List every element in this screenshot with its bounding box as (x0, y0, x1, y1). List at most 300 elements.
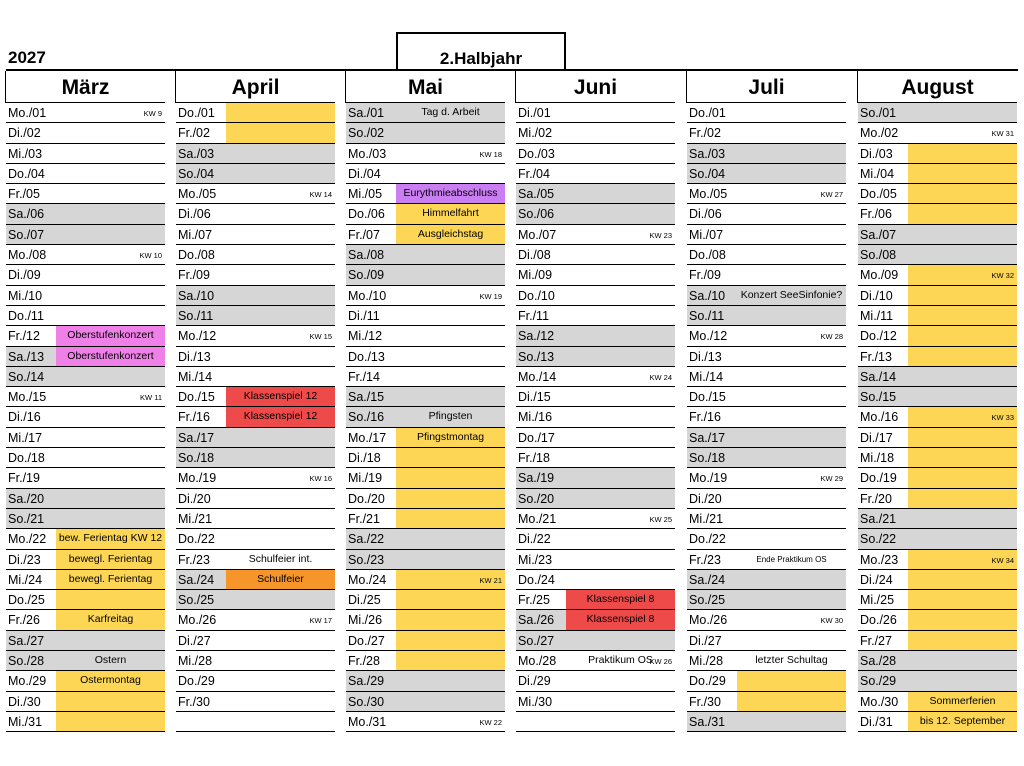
day-label: Sa./12 (518, 329, 555, 344)
day-label: So./23 (348, 552, 385, 567)
event-cell (908, 144, 1017, 163)
day-row (516, 326, 675, 346)
day-row (516, 550, 675, 570)
day-row (516, 103, 675, 123)
day-label: Do./18 (8, 451, 45, 466)
day-label: Do./08 (178, 248, 215, 263)
event-cell (908, 489, 1017, 508)
day-label: Mo./10 (348, 288, 387, 303)
day-row (6, 387, 165, 407)
day-row (6, 144, 165, 164)
day-row (687, 286, 846, 306)
day-label: Fr./19 (8, 471, 40, 486)
day-label: Di./11 (348, 308, 380, 323)
day-label: So./14 (8, 369, 45, 384)
term-title: 2.Halbjahr (396, 32, 566, 70)
day-row (858, 692, 1017, 712)
day-label: Fr./26 (8, 613, 40, 628)
day-row (346, 610, 505, 630)
day-row (176, 651, 335, 671)
day-label: So./11 (689, 308, 725, 323)
day-row (858, 387, 1017, 407)
month-column-1 (176, 71, 335, 736)
day-label: So./13 (518, 349, 555, 364)
day-row (687, 570, 846, 590)
day-label: Sa./20 (8, 491, 45, 506)
day-label: So./25 (178, 593, 215, 608)
day-row (346, 103, 505, 123)
day-label: Sa./10 (178, 288, 215, 303)
day-label: Mi./30 (518, 694, 553, 709)
month-title: März (6, 71, 165, 103)
day-label: Mi./19 (348, 471, 383, 486)
day-row (858, 428, 1017, 448)
day-label: Sa./13 (8, 349, 45, 364)
day-label: Fr./11 (518, 308, 550, 323)
day-label: Sa./26 (518, 613, 555, 628)
day-row (858, 265, 1017, 285)
day-row (858, 468, 1017, 488)
event-cell: Klassenspiel 12 (226, 407, 335, 426)
day-row (516, 245, 675, 265)
day-row (6, 347, 165, 367)
day-row (687, 671, 846, 691)
event-cell: Ostermontag (56, 671, 165, 690)
day-label: Sa./17 (178, 430, 215, 445)
day-row (516, 529, 675, 549)
day-label: So./06 (518, 207, 555, 222)
day-row (6, 651, 165, 671)
day-row (687, 265, 846, 285)
day-row (176, 448, 335, 468)
day-label: Do./03 (518, 146, 555, 161)
day-row (6, 164, 165, 184)
day-row (687, 407, 846, 427)
day-label: Mo./28 (518, 654, 557, 669)
day-row (176, 407, 335, 427)
day-row (687, 509, 846, 529)
day-row (176, 712, 335, 732)
day-row (346, 692, 505, 712)
day-label: Mi./12 (348, 329, 383, 344)
event-cell (908, 448, 1017, 467)
day-row (346, 509, 505, 529)
day-row (346, 550, 505, 570)
day-label: Mi./04 (860, 166, 895, 181)
day-label: Mo./14 (518, 369, 557, 384)
week-number: KW 23 (649, 230, 672, 240)
day-list (516, 103, 675, 732)
day-row (176, 184, 335, 204)
event-cell (908, 468, 1017, 487)
day-row (176, 245, 335, 265)
week-number: KW 27 (820, 190, 843, 200)
day-label: Do./10 (518, 288, 555, 303)
day-row (687, 184, 846, 204)
day-row (176, 692, 335, 712)
week-number: KW 24 (649, 372, 672, 382)
day-row (346, 123, 505, 143)
event-cell (908, 610, 1017, 629)
day-row (6, 529, 165, 549)
day-row (176, 286, 335, 306)
day-row (858, 204, 1017, 224)
event-cell: Tag d. Arbeit (421, 106, 480, 118)
event-cell (908, 326, 1017, 345)
day-row (516, 631, 675, 651)
day-row (6, 184, 165, 204)
day-label: Di./16 (8, 410, 41, 425)
day-row (516, 468, 675, 488)
day-label: Mi./23 (518, 552, 553, 567)
day-row (687, 367, 846, 387)
day-label: Sa./03 (178, 146, 215, 161)
day-label: Di./04 (348, 166, 381, 181)
event-cell (396, 590, 505, 609)
day-row (858, 671, 1017, 691)
day-label: Mo./19 (689, 471, 728, 486)
day-label: So./04 (689, 166, 726, 181)
day-row (687, 692, 846, 712)
day-row (516, 184, 675, 204)
day-row (858, 590, 1017, 610)
day-label: Mi./16 (518, 410, 553, 425)
week-number: KW 26 (649, 657, 672, 667)
day-label: Mo./24 (348, 572, 387, 587)
day-row (176, 164, 335, 184)
day-row (176, 103, 335, 123)
day-label: Fr./18 (518, 451, 550, 466)
event-cell: Klassenspiel 12 (226, 387, 335, 406)
day-row (687, 347, 846, 367)
event-cell: Schulfeier int. (248, 552, 313, 565)
day-row (687, 144, 846, 164)
day-row (176, 204, 335, 224)
day-label: So./27 (518, 633, 555, 648)
day-row (346, 448, 505, 468)
day-label: Di./02 (8, 126, 41, 141)
day-label: Di./31 (860, 714, 893, 729)
day-label: Di./17 (860, 430, 893, 445)
day-row (6, 265, 165, 285)
day-label: Mi./07 (689, 227, 724, 242)
event-cell (56, 590, 165, 609)
day-label: Di./20 (689, 491, 722, 506)
day-label: Fr./14 (348, 369, 380, 384)
day-label: Sa./06 (8, 207, 45, 222)
week-number: KW 11 (140, 393, 162, 403)
day-row (346, 712, 505, 732)
day-label: Do./11 (8, 308, 44, 323)
day-label: Fr./13 (860, 349, 892, 364)
week-number: KW 21 (479, 575, 502, 585)
day-label: Sa./27 (8, 633, 45, 648)
day-label: Sa./03 (689, 146, 726, 161)
month-column-5 (858, 71, 1017, 736)
day-row (687, 712, 846, 732)
week-number: KW 14 (309, 190, 332, 200)
week-number: KW 22 (479, 717, 502, 727)
day-row (516, 144, 675, 164)
day-label: Do./08 (689, 248, 726, 263)
day-label: Di./23 (8, 552, 41, 567)
day-row (516, 204, 675, 224)
day-row (346, 164, 505, 184)
day-list (176, 103, 335, 732)
day-row (516, 387, 675, 407)
event-cell (396, 468, 505, 487)
day-label: Fr./28 (348, 654, 380, 669)
day-label: Mi./21 (689, 511, 724, 526)
day-label: Fr./23 (689, 552, 721, 567)
day-row (687, 164, 846, 184)
day-list (6, 103, 165, 732)
day-row (516, 347, 675, 367)
event-cell (396, 509, 505, 528)
day-row (516, 286, 675, 306)
day-row (687, 326, 846, 346)
day-label: Fr./25 (518, 593, 550, 608)
day-label: Mo./23 (860, 552, 899, 567)
day-label: Di./30 (8, 694, 41, 709)
event-cell (737, 671, 846, 690)
day-label: Mo./08 (8, 248, 47, 263)
day-label: Di./15 (518, 390, 551, 405)
day-row (516, 306, 675, 326)
day-row (346, 347, 505, 367)
day-label: Mi./09 (518, 268, 553, 283)
day-row (858, 123, 1017, 143)
day-label: Mi./28 (178, 654, 213, 669)
day-label: Mo./22 (8, 532, 47, 547)
day-row (176, 468, 335, 488)
event-cell (56, 692, 165, 711)
day-label: Do./15 (178, 390, 215, 405)
day-label: So./02 (348, 126, 385, 141)
day-row (346, 387, 505, 407)
day-label: Do./29 (689, 674, 726, 689)
week-number: KW 17 (309, 616, 332, 626)
event-cell (908, 347, 1017, 366)
day-row (858, 550, 1017, 570)
day-row (176, 671, 335, 691)
event-cell: Ausgleichstag (396, 225, 505, 244)
day-label: Do./20 (348, 491, 385, 506)
event-cell (226, 123, 335, 142)
day-row (516, 651, 675, 671)
day-label: Di./29 (518, 674, 551, 689)
day-label: Do./19 (860, 471, 897, 486)
day-label: Fr./27 (860, 633, 892, 648)
day-row (6, 631, 165, 651)
day-label: Fr./30 (178, 694, 210, 709)
day-label: Fr./02 (178, 126, 210, 141)
month-column-4 (687, 71, 846, 736)
day-row (346, 286, 505, 306)
day-label: So./09 (348, 268, 385, 283)
day-label: Mi./21 (178, 511, 213, 526)
day-label: Sa./15 (348, 390, 385, 405)
week-number: KW 32 (991, 271, 1014, 281)
event-cell (396, 610, 505, 629)
day-row (176, 529, 335, 549)
day-label: Di./27 (689, 633, 722, 648)
day-label: Mi./26 (348, 613, 383, 628)
day-row (6, 103, 165, 123)
day-label: Mo./12 (178, 329, 217, 344)
event-cell (908, 184, 1017, 203)
day-label: Mi./31 (8, 714, 43, 729)
day-row (858, 407, 1017, 427)
day-label: Fr./05 (8, 187, 40, 202)
day-label: Fr./21 (348, 511, 380, 526)
day-label: Mo./30 (860, 694, 899, 709)
day-label: Di./09 (8, 268, 41, 283)
day-label: Mi./05 (348, 187, 383, 202)
day-label: Fr./16 (178, 410, 210, 425)
event-cell: bewegl. Ferientag (56, 570, 165, 589)
day-label: Mo./21 (518, 511, 557, 526)
day-label: So./16 (348, 410, 385, 425)
day-row (6, 610, 165, 630)
day-label: Di./25 (348, 593, 381, 608)
day-row (858, 184, 1017, 204)
event-cell (56, 712, 165, 731)
month-column-3 (516, 71, 675, 736)
week-number: KW 25 (649, 514, 672, 524)
day-label: Mi./14 (689, 369, 724, 384)
day-row (346, 631, 505, 651)
day-list (858, 103, 1017, 732)
day-label: Mo./05 (178, 187, 217, 202)
day-row (176, 387, 335, 407)
day-label: Sa./01 (348, 106, 385, 120)
day-label: Sa./22 (348, 532, 385, 547)
day-label: Fr./16 (689, 410, 721, 425)
day-label: Di./13 (178, 349, 211, 364)
day-label: So./28 (8, 654, 45, 669)
day-row (858, 529, 1017, 549)
event-cell (908, 428, 1017, 447)
day-label: Sa./10 (689, 288, 726, 303)
day-label: So./20 (518, 491, 555, 506)
day-row (6, 509, 165, 529)
day-row (346, 529, 505, 549)
day-row (687, 610, 846, 630)
day-row (516, 712, 675, 732)
day-row (858, 164, 1017, 184)
event-cell: Konzert SeeSinfonie? (740, 288, 843, 301)
event-cell: Praktikum OS (588, 654, 653, 667)
event-cell: letzter Schultag (755, 654, 828, 667)
day-row (176, 367, 335, 387)
day-label: So./11 (178, 308, 214, 323)
day-row (6, 407, 165, 427)
day-row (687, 204, 846, 224)
day-row (516, 225, 675, 245)
event-cell: Pfingsten (428, 410, 473, 423)
day-row (6, 286, 165, 306)
event-cell: bewegl. Ferientag (56, 550, 165, 569)
week-number: KW 31 (991, 129, 1014, 139)
day-row (176, 265, 335, 285)
day-row (858, 347, 1017, 367)
day-row (687, 103, 846, 123)
day-row (6, 225, 165, 245)
day-label: Fr./20 (860, 491, 892, 506)
day-label: Fr./09 (178, 268, 210, 283)
year-label: 2027 (8, 48, 46, 67)
day-label: Do./15 (689, 390, 726, 405)
day-label: Mo./07 (518, 227, 557, 242)
event-cell (737, 692, 846, 711)
day-row (516, 692, 675, 712)
day-row (346, 671, 505, 691)
month-title: Mai (346, 71, 505, 103)
day-label: Fr./06 (860, 207, 892, 222)
day-row (687, 123, 846, 143)
day-row (346, 306, 505, 326)
day-label: Do./01 (178, 106, 215, 120)
day-row (858, 651, 1017, 671)
event-cell (226, 103, 335, 122)
day-label: Di./20 (178, 491, 211, 506)
day-row (6, 428, 165, 448)
day-row (516, 489, 675, 509)
event-cell: bis 12. September (908, 712, 1017, 731)
day-row (176, 347, 335, 367)
day-label: Di./06 (689, 207, 722, 222)
day-label: Mo./01 (8, 106, 47, 120)
week-number: KW 16 (309, 474, 332, 484)
day-row (176, 489, 335, 509)
week-number: KW 10 (139, 251, 162, 261)
day-row (687, 225, 846, 245)
day-row (346, 367, 505, 387)
day-row (6, 204, 165, 224)
day-row (176, 570, 335, 590)
event-cell (908, 306, 1017, 325)
day-row (346, 651, 505, 671)
day-list (687, 103, 846, 732)
day-label: Mi./03 (8, 146, 43, 161)
day-label: Mo./16 (860, 410, 899, 425)
day-label: Do./17 (518, 430, 555, 445)
day-row (858, 631, 1017, 651)
event-cell: Klassenspiel 8 (566, 590, 675, 609)
day-label: Do./29 (178, 674, 215, 689)
day-row (6, 590, 165, 610)
day-label: Di./03 (860, 146, 893, 161)
day-label: Do./22 (178, 532, 215, 547)
day-row (176, 144, 335, 164)
day-label: Mi./24 (8, 572, 43, 587)
day-row (176, 428, 335, 448)
event-cell (396, 448, 505, 467)
day-label: Mo./17 (348, 430, 387, 445)
day-row (346, 225, 505, 245)
day-label: Fr./09 (689, 268, 721, 283)
day-row (176, 509, 335, 529)
day-label: Do./26 (860, 613, 897, 628)
day-label: So./15 (860, 390, 897, 405)
week-number: KW 18 (479, 149, 502, 159)
day-row (687, 245, 846, 265)
event-cell (908, 286, 1017, 305)
day-label: Mi./10 (8, 288, 43, 303)
day-label: Do./12 (860, 329, 897, 344)
day-label: Mo./12 (689, 329, 728, 344)
